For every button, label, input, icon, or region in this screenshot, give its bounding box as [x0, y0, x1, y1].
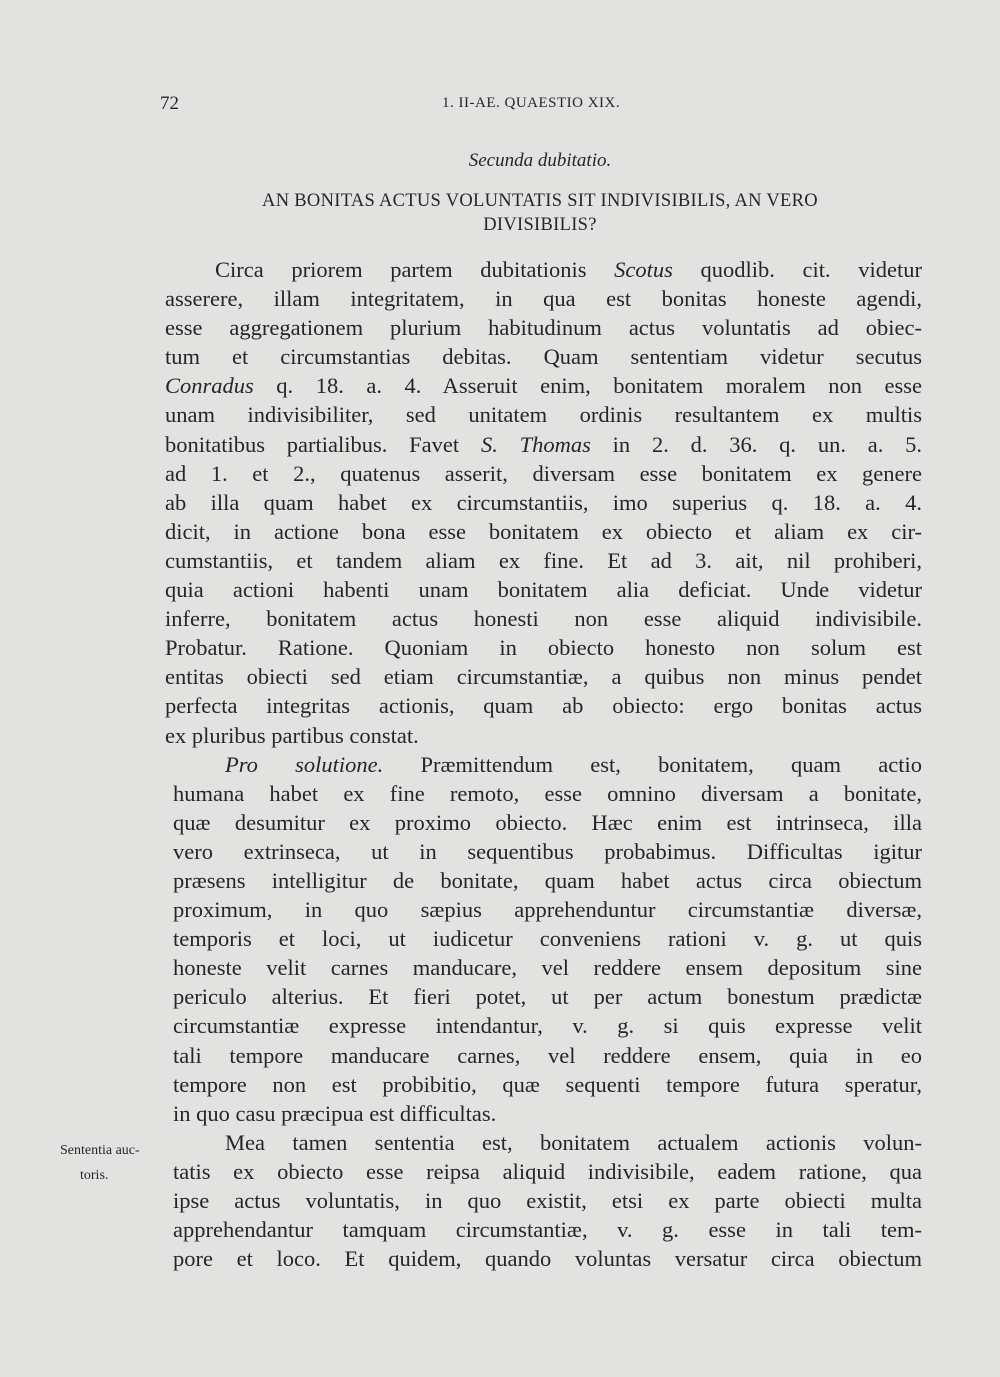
heading-line: DIVISIBILIS? [483, 215, 597, 235]
italic-text: S. Thomas [480, 431, 591, 457]
text-line: Circa priorem partem dubitationis Scotus quodlib. cit. videtur [215, 257, 922, 282]
text-line: præsens intelligitur de bonitate, quam habet actus circa obiectum [173, 867, 922, 893]
margin-note [60, 1138, 178, 1188]
italic-text: Pro solutione. [225, 751, 384, 777]
body-text [165, 255, 922, 1273]
text-line: asserere, illam integritatem, in qua est bonitas honeste agendi, [165, 286, 922, 312]
text-line: ex pluribus partibus constat. [165, 722, 419, 748]
text-line: humana habet ex fine remoto, esse omnino diversam a bonitate, [173, 780, 922, 806]
text-line: in quo casu præcipua est difficultas. [173, 1100, 497, 1126]
text-line: ab illa quam habet ex circumstantiis, imo superius q. 18. a. 4. [165, 489, 922, 515]
text-line: entitas obiecti sed etiam circumstantiæ, a quibus non minus pendet [165, 664, 922, 690]
text-line: quia actioni habenti unam bonitatem alia deficiat. Unde videtur [165, 577, 922, 603]
italic-text: Scotus [614, 257, 673, 282]
text-line: vero extrinseca, ut in sequentibus probabimus. Difficultas igitur [173, 838, 922, 864]
text-line: tum et circumstantias debitas. Quam sententiam videtur secutus [165, 344, 922, 370]
text-line: ad 1. et 2., quatenus asserit, diversam esse bonitatem ex genere [165, 460, 922, 486]
text-line: pore et loco. Et quidem, quando voluntas versatur circa obiectum [173, 1246, 922, 1272]
text-line: Pro solutione. Præmittendum est, bonitatem, quam actio [225, 751, 922, 777]
heading-line: AN BONITAS ACTUS VOLUNTATIS SIT INDIVISIBILIS, AN VERO [262, 191, 818, 211]
text-line: ipse actus voluntatis, in quo existit, etsi ex parte obiecti multa [173, 1188, 922, 1213]
text-line: Conradus q. 18. a. 4. Asseruit enim, bonitatem moralem non esse [165, 373, 922, 399]
page-header [160, 93, 920, 119]
text-line: esse aggregationem plurium habitudinum actus voluntatis ad obiec- [165, 315, 922, 341]
text-line: bonitatibus partialibus. Favet S. Thomas in 2. d. 36. q. un. a. 5. [165, 431, 922, 457]
text-line: unam indivisibiliter, sed unitatem ordinis resultantem ex multis [165, 402, 922, 428]
margin-note-line: toris. [80, 1168, 109, 1183]
text-line: periculo alterius. Et fieri potet, ut per actum bonestum prædictæ [173, 984, 922, 1010]
text-line: perfecta integritas actionis, quam ab obiecto: ergo bonitas actus [165, 693, 922, 719]
text-line: inferre, bonitatem actus honesti non esse aliquid indivisibile. [165, 606, 922, 632]
text-line: circumstantiæ expresse intendantur, v. g. si quis expresse velit [173, 1013, 922, 1039]
text-line: honeste velit carnes manducare, vel reddere ensem depositum sine [173, 955, 922, 981]
text-line: apprehendantur tamquam circumstantiæ, v. g. esse in tali tem- [173, 1217, 922, 1243]
page-number: 72 [160, 93, 179, 114]
text-line: Probatur. Ratione. Quoniam in obiecto honesto non solum est [165, 635, 922, 661]
running-title: 1. II-AE. QUAESTIO XIX. [442, 95, 621, 111]
text-line: temporis et loci, ut iudicetur conveniens rationi v. g. ut quis [173, 926, 922, 952]
text-line: quæ desumitur ex proximo obiecto. Hæc enim est intrinseca, illa [173, 809, 922, 835]
text-line: Mea tamen sententia est, bonitatem actualem actionis volun- [225, 1129, 922, 1155]
section-subtitle: Secunda dubitatio. [468, 150, 612, 171]
text-line: tempore non est probibitio, quæ sequenti tempore futura speratur, [173, 1071, 922, 1097]
text-line: tali tempore manducare carnes, vel reddere ensem, quia in eo [173, 1042, 922, 1068]
text-line: cumstantiis, et tandem aliam ex fine. Et ad 3. ait, nil prohiberi, [165, 547, 922, 573]
text-line: tatis ex obiecto esse reipsa aliquid indivisibile, eadem ratione, qua [173, 1158, 922, 1184]
text-line: proximum, in quo sæpius apprehenduntur circumstantiæ diversæ, [173, 897, 922, 923]
margin-note-line: Sententia auc- [60, 1143, 140, 1158]
text-line: dicit, in actione bona esse bonitatem ex obiecto et aliam ex cir- [165, 518, 922, 544]
italic-text: Conradus [165, 373, 254, 399]
section-heading [185, 189, 895, 237]
